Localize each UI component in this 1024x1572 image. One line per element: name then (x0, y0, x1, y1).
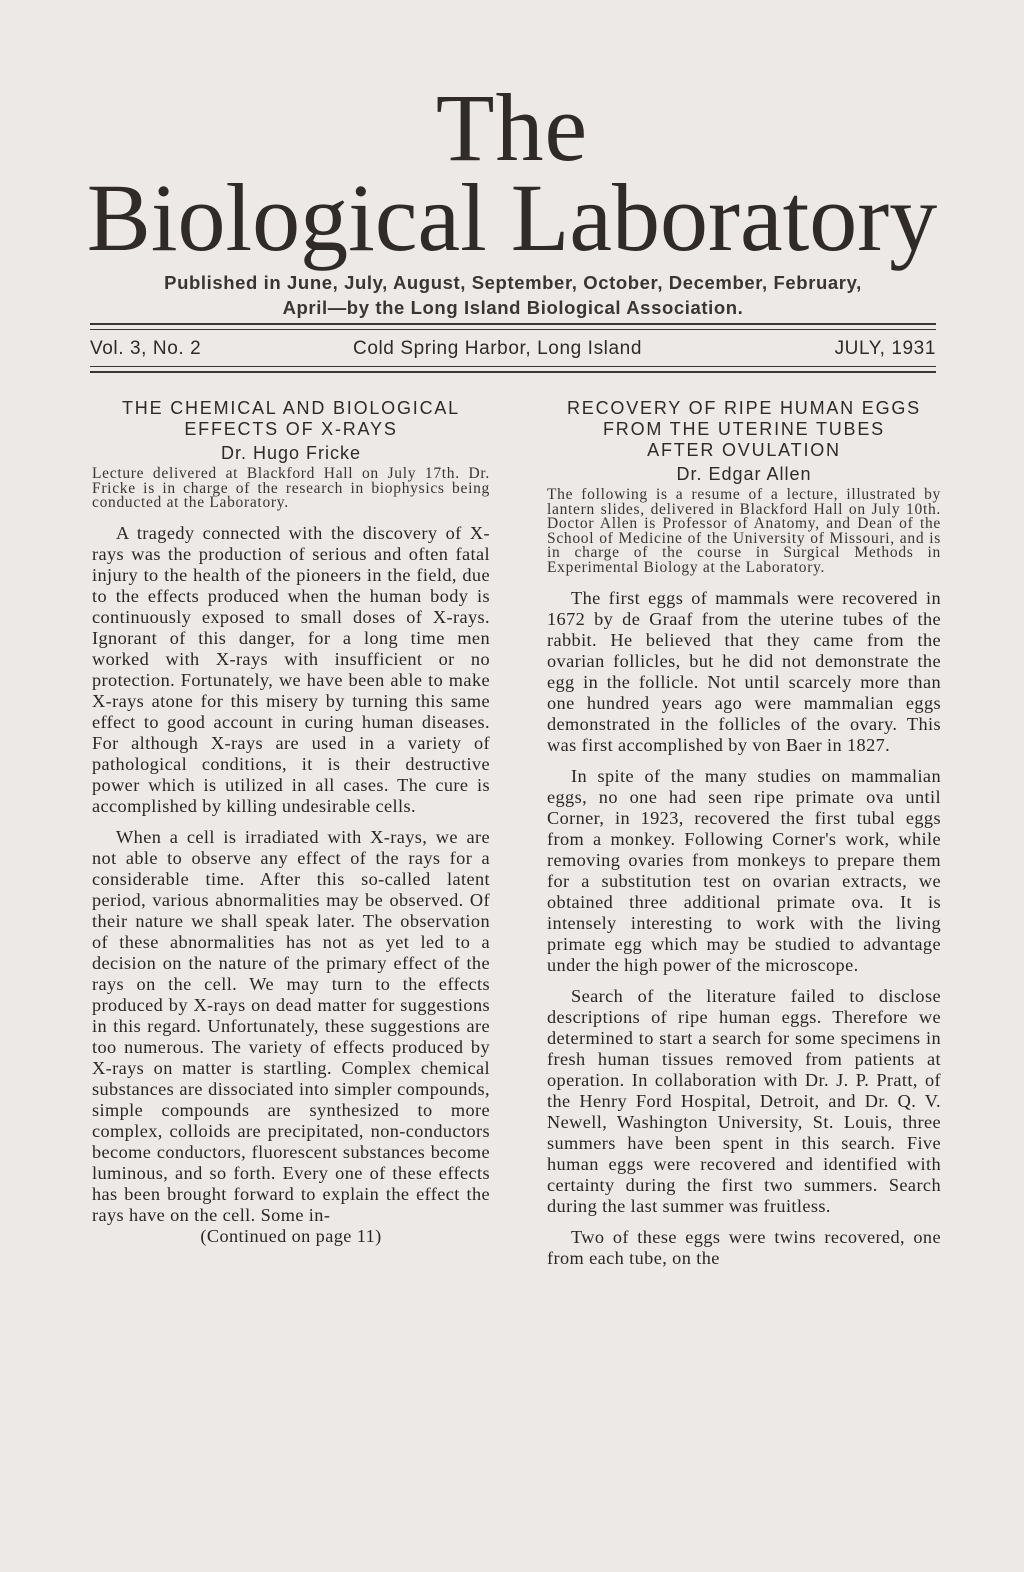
masthead-the: The (435, 74, 589, 181)
paragraph: When a cell is irradiated with X-rays, we are not able to observe any effect of the rays for a considerable time. After this so-called latent period, various abnormalities may be observed. Of their nature we shall speak later. The observation of these abnormalities has not as yet led to a decision on the nature of the primary effect of the rays on the cell. We may turn to the effects produced by X-rays on dead matter for suggestions in this regard. Unfortunately, these suggestions are too numerous. The variety of effects produced by X-rays on matter is startling. Complex chemical substances are dissociated into simpler compounds, simple compounds are synthesized to more complex, colloids are precipitated, non-conductors become conductors, fluorescent substances become luminous, and so forth. Every one of these effects has been brought forward to explain the effect the rays have on the cell. Some in- (92, 826, 490, 1225)
right-article-title-line-3: AFTER OVULATION (647, 440, 841, 460)
left-article-title-line-1: THE CHEMICAL AND BIOLOGICAL (122, 398, 460, 418)
right-article-author: Dr. Edgar Allen (676, 464, 812, 484)
paragraph: Two of these eggs were twins recovered, one from each tube, on the (547, 1226, 941, 1268)
masthead-title: Biological Laboratory (86, 164, 938, 271)
publication-schedule-line-1: Published in June, July, August, September, October, December, February, (164, 272, 862, 293)
masthead-rule-bottom-thin (90, 366, 936, 367)
right-article-title-line-2: FROM THE UTERINE TUBES (603, 419, 885, 439)
left-article-title-line-2: EFFECTS OF X-RAYS (184, 419, 398, 439)
paragraph: A tragedy connected with the discovery of X-rays was the production of serious and often fatal injury to the health of the pioneers in the field, due to the effects produced when the human body is continuously exposed to small doses of X-rays. Ignorant of this danger, for a long time men worked with X-rays with insufficient or no protection. Fortunately, we have been able to make X-rays atone for this misery by turning this same effect to good account in curing human diseases. For although X-rays are used in a variety of pathological conditions, it is their destructive power which is utilized in all cases. The cure is accomplished by killing undesirable cells. (92, 522, 490, 816)
publication-schedule-line-2: April—by the Long Island Biological Association. (282, 297, 744, 318)
masthead-rule-top (90, 323, 936, 325)
continued-notice: (Continued on page 11) (200, 1225, 382, 1246)
masthead-rule-top-thin (90, 329, 936, 330)
left-article (92, 398, 490, 1247)
paragraph: Search of the literature failed to disclose descriptions of ripe human eggs. Therefore we determined to start a search for some specimens in fresh human tissues removed from patients at operation. In collaboration with Dr. J. P. Pratt, of the Henry Ford Hospital, Detroit, and Dr. Q. V. Newell, Washington University, St. Louis, three summers have been spent in this search. Five human eggs were recovered and identified with certainty during the first two summers. Search during the last summer was fruitless. (547, 985, 941, 1216)
left-article-note: Lecture delivered at Blackford Hall on July 17th. Dr. Fricke is in charge of the research in biophysics being conducted at the Laboratory. (92, 465, 490, 512)
issue-volume: Vol. 3, No. 2 (90, 338, 202, 359)
issue-place: Cold Spring Harbor, Long Island (353, 338, 642, 359)
masthead-rule-bottom (90, 371, 936, 373)
left-article-author: Dr. Hugo Fricke (220, 443, 362, 463)
right-article-note: The following is a resume of a lecture, illustrated by lantern slides, delivered in Blackford Hall on July 10th. Doctor Allen is Professor of Anatomy, and Dean of the School of Medicine of the University of Missouri, and is in charge of the course in Surgical Methods in Experimental Biology at the Laboratory. (547, 486, 941, 576)
left-article-body (92, 523, 490, 1247)
paragraph: The first eggs of mammals were recovered in 1672 by de Graaf from the uterine tubes of the rabbit. He believed that they came from the ovarian follicles, but he did not demonstrate the egg in the follicle. Not until scarcely more than one hundred years ago were mammalian eggs demonstrated in the follicles of the ovary. This was first accomplished by von Baer in 1827. (547, 587, 941, 755)
issue-info-row (90, 338, 936, 362)
right-article-body (547, 588, 941, 1269)
right-article-title-line-1: RECOVERY OF RIPE HUMAN EGGS (567, 398, 921, 418)
right-article (547, 398, 941, 1279)
issue-date: JULY, 1931 (834, 338, 936, 359)
paragraph: In spite of the many studies on mammalian eggs, no one had seen ripe primate ova until Corner, in 1923, recovered the first tubal eggs from a monkey. Following Corner's work, while removing ovaries from monkeys to prepare them for a substitution test on ovarian extracts, we obtained three additional primate ova. It is intensely interesting to work with the living primate egg which may be studied to advantage under the high power of the microscope. (547, 765, 941, 975)
